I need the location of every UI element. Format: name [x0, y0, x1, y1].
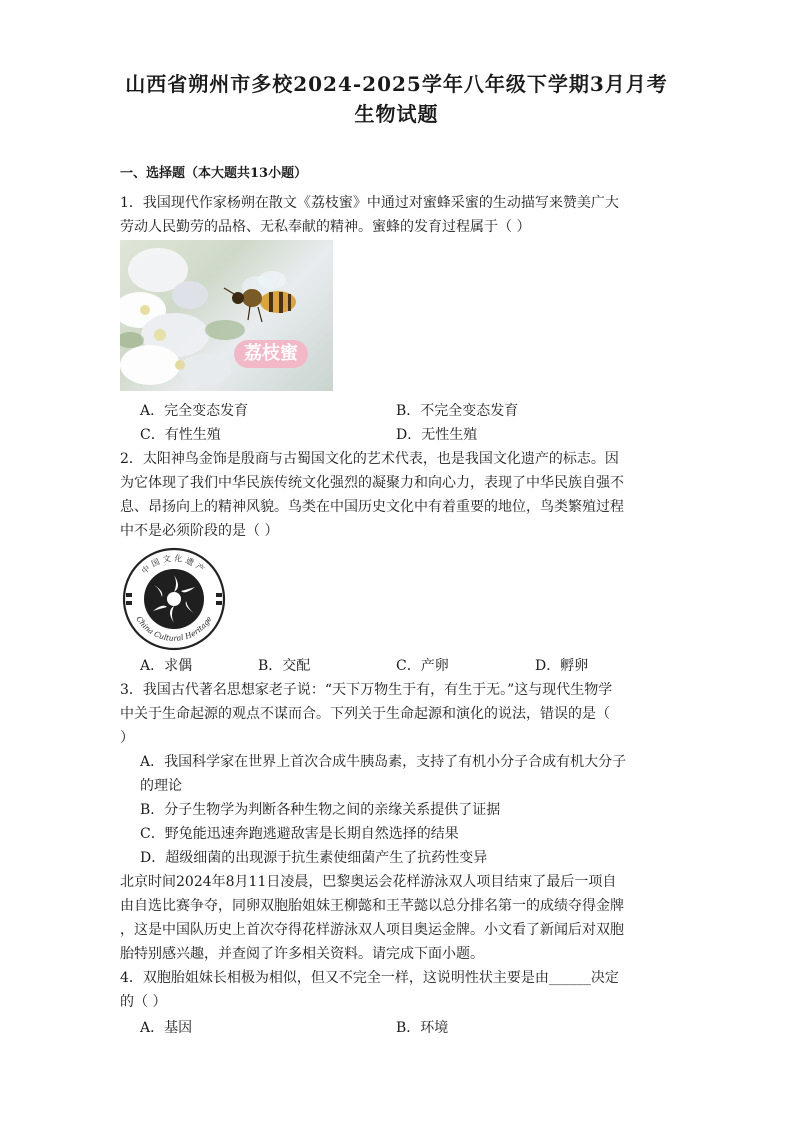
- q2-option-a: A．求偶: [140, 658, 193, 674]
- q3-option-d: D．超级细菌的出现源于抗生素使细菌产生了抗药性变异: [140, 850, 488, 866]
- q3-option-a-line1: A．我国科学家在世界上首次合成牛胰岛素，支持了有机小分子合成有机大分子: [140, 754, 627, 770]
- q4-option-b: B．环境: [396, 1020, 449, 1036]
- logo-text-en: China Cultural Heritage: [134, 614, 214, 643]
- q2-stem-line1: 2．太阳神鸟金饰是殷商与古蜀国文化的艺术代表，也是我国文化遗产的标志。因: [120, 451, 619, 467]
- q1-stem-line1: 1．我国现代作家杨朔在散文《荔枝蜜》中通过对蜜蜂采蜜的生动描写来赞美广大: [120, 195, 619, 211]
- cultural-heritage-logo: [122, 547, 226, 651]
- q3-option-b: B．分子生物学为判断各种生物之间的亲缘关系提供了证据: [140, 802, 501, 818]
- document-title-line2: 生物试题: [354, 102, 439, 126]
- passage-line2: 由自选比赛争夺，同卵双胞胎姐妹王柳懿和王芊懿以总分排名第一的成绩夺得金牌: [120, 898, 624, 914]
- q4-option-a: A．基因: [140, 1020, 193, 1036]
- q3-option-a-line2: 的理论: [140, 778, 182, 794]
- q3-stem-line1: 3．我国古代著名思想家老子说：“天下万物生于有，有生于无。”这与现代生物学: [120, 682, 613, 698]
- q4-stem-line2: 的（ ）: [120, 994, 167, 1010]
- q2-stem-line2: 为它体现了我们中华民族传统文化强烈的凝聚力和向心力，表现了中华民族自强不: [120, 475, 624, 491]
- q1-option-b: B．不完全变态发育: [396, 403, 519, 419]
- q1-option-c: C．有性生殖: [140, 427, 221, 443]
- passage-line3: ，这是中国队历史上首次夺得花样游泳双人项目奥运金牌。小文看了新闻后对双胞: [120, 922, 624, 938]
- q2-stem-line4: 中不是必须阶段的是（ ）: [120, 523, 279, 539]
- q2-stem-line3: 息、昂扬向上的精神风貌。鸟类在中国历史文化中有着重要的地位，鸟类繁殖过程: [120, 499, 624, 515]
- q1-stem-line2: 劳动人民勤劳的品格、无私奉献的精神。蜜蜂的发育过程属于（ ）: [120, 219, 531, 235]
- q3-stem-line3: ）: [120, 730, 134, 746]
- bee-image-caption: 荔枝蜜: [234, 340, 308, 368]
- passage-line4: 胎特别感兴趣，并查阅了许多相关资料。请完成下面小题。: [120, 946, 484, 962]
- q3-option-c: C．野兔能迅速奔跑逃避敌害是长期自然选择的结果: [140, 826, 459, 842]
- logo-text-cn: 中国文化遗产: [140, 553, 208, 576]
- q3-stem-line2: 中关于生命起源的观点不谋而合。下列关于生命起源和演化的说法，错误的是（: [120, 706, 610, 722]
- q2-option-c: C．产卵: [396, 658, 449, 674]
- passage-line1: 北京时间2024年8月11日凌晨，巴黎奥运会花样游泳双人项目结束了最后一项自: [120, 874, 617, 890]
- q1-option-a: A．完全变态发育: [140, 403, 249, 419]
- document-title-line1: 山西省朔州市多校2024-2025学年八年级下学期3月月考: [125, 72, 668, 96]
- q2-option-b: B．交配: [258, 658, 311, 674]
- q4-stem-line1: 4．双胞胎姐妹长相极为相似，但又不完全一样，这说明性状主要是由______决定: [120, 970, 619, 986]
- section-heading: 一、选择题（本大题共13小题）: [120, 166, 308, 181]
- q1-option-d: D．无性生殖: [396, 427, 478, 443]
- q2-option-d: D．孵卵: [535, 658, 589, 674]
- bee-image: [120, 240, 333, 391]
